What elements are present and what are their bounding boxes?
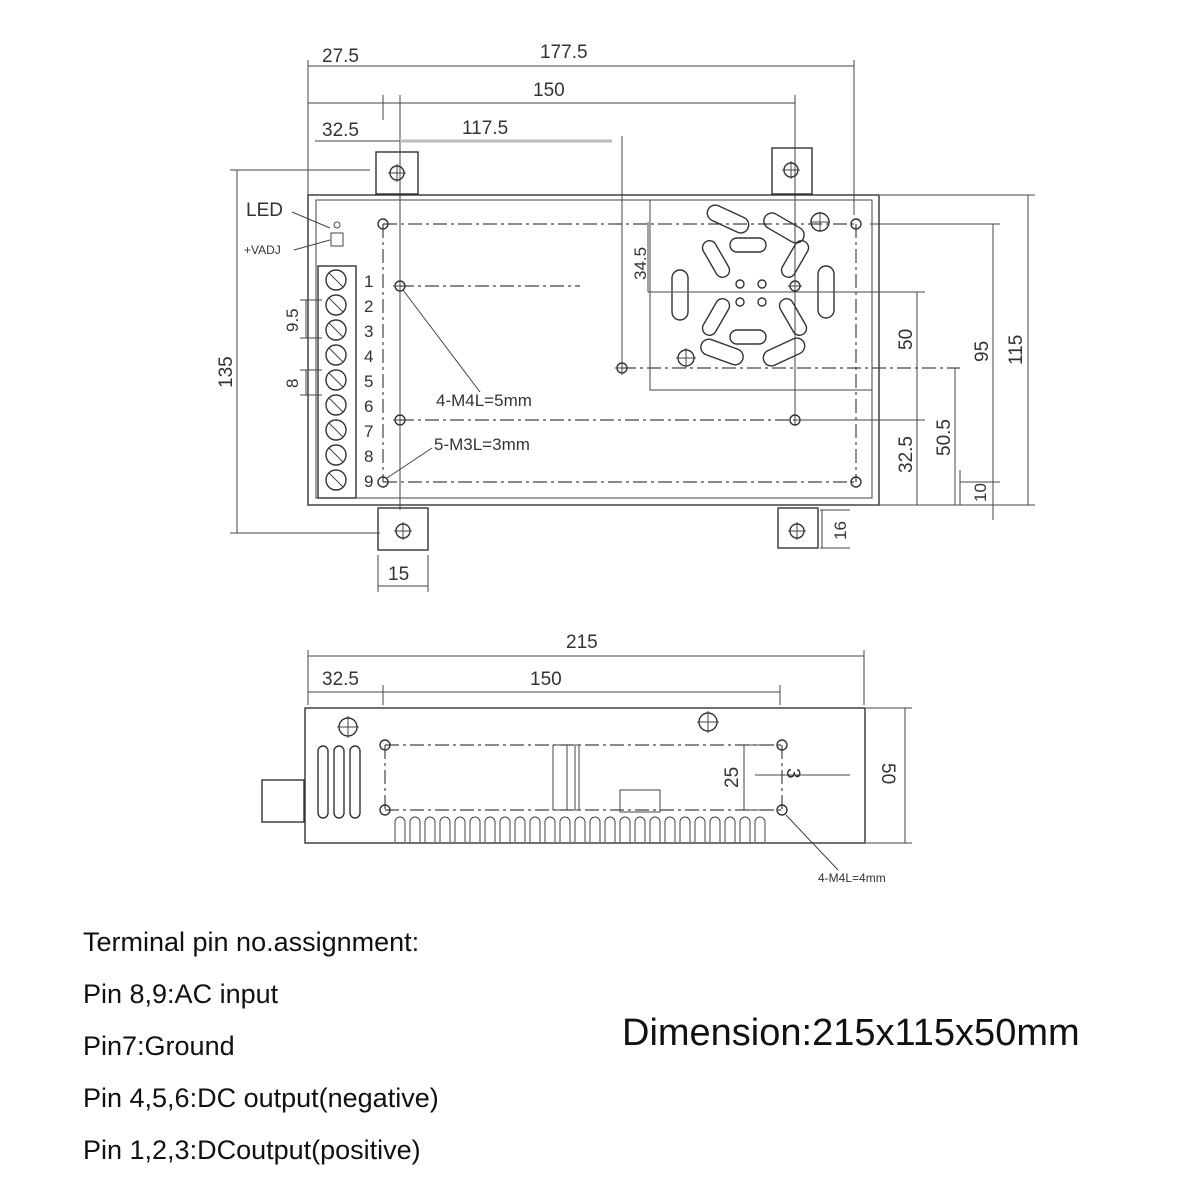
dim-3: 3 (782, 768, 803, 779)
dim-27-5: 27.5 (322, 46, 359, 67)
pin-9: 9 (364, 472, 374, 491)
dim-50-top: 50 (896, 328, 917, 350)
pin-2: 2 (364, 297, 374, 316)
vadj-label: +VADJ (244, 243, 281, 257)
dim-115: 115 (1006, 334, 1027, 365)
dim-8: 8 (283, 378, 302, 388)
terminal-notes (83, 916, 643, 1176)
dim-117-5: 117.5 (462, 118, 509, 139)
screw-label-side: 4-M4L=4mm (818, 871, 886, 885)
terminal-line-ac: Pin 8,9:AC input (83, 979, 279, 1009)
pin-1: 1 (364, 272, 374, 291)
side-view (262, 632, 912, 885)
dim-135: 135 (216, 356, 237, 388)
dim-15: 15 (388, 564, 410, 585)
dim-34-5: 34.5 (631, 246, 650, 280)
dim-150-top: 150 (533, 80, 565, 101)
led-label: LED (246, 200, 283, 221)
dim-25: 25 (722, 766, 743, 788)
screw-label-m3: 5-M3L=3mm (434, 435, 530, 454)
dim-215: 215 (566, 632, 598, 653)
dim-32-5-top: 32.5 (322, 120, 359, 141)
dim-32-5-right: 32.5 (896, 436, 917, 473)
dim-32-5-side: 32.5 (322, 669, 359, 690)
fan-grille (650, 200, 872, 390)
terminal-block (318, 266, 356, 498)
dim-10: 10 (971, 483, 990, 502)
dim-177-5: 177.5 (540, 42, 588, 63)
dim-16: 16 (831, 521, 850, 540)
pin-5: 5 (364, 372, 374, 391)
dim-95: 95 (972, 340, 993, 362)
terminal-line-negative: Pin 4,5,6:DC output(negative) (83, 1083, 439, 1113)
terminal-line-ground: Pin7:Ground (83, 1031, 235, 1061)
dimension-text: Dimension:215x115x50mm (622, 1012, 1080, 1054)
pin-3: 3 (364, 322, 374, 341)
terminal-line-positive: Pin 1,2,3:DCoutput(positive) (83, 1135, 421, 1165)
dim-150-side: 150 (530, 669, 562, 690)
pin-7: 7 (364, 422, 374, 441)
dim-50-5: 50.5 (934, 419, 955, 456)
dim-50-side: 50 (877, 763, 898, 785)
pin-6: 6 (364, 397, 374, 416)
pin-8: 8 (364, 447, 374, 466)
screw-label-m4: 4-M4L=5mm (436, 391, 532, 410)
pin-4: 4 (364, 347, 374, 366)
terminal-heading: Terminal pin no.assignment: (83, 927, 420, 957)
top-view (216, 42, 1035, 592)
dim-9-5: 9.5 (283, 308, 302, 332)
